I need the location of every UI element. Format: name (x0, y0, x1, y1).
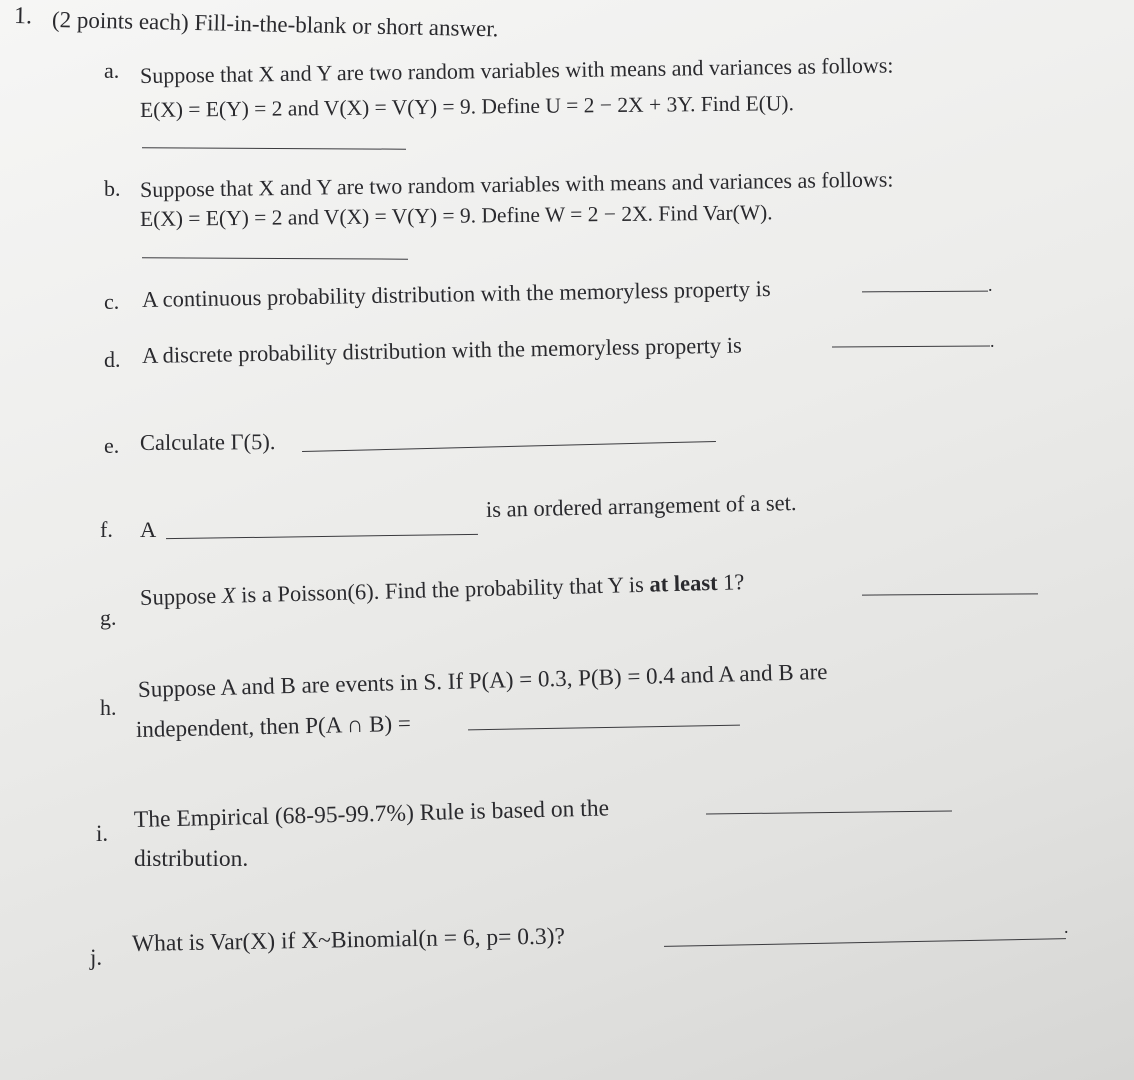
question-f-start: A (140, 517, 157, 542)
question-j-text: What is Var(X) if X~Binomial(n = 6, p= 0.3)? (131, 923, 566, 957)
question-i-line1: The Empirical (68-95-99.7%) Rule is based on the (133, 795, 610, 833)
question-g-text (140, 568, 745, 612)
question-d-text: A discrete probability distribution with the memoryless property is (141, 332, 743, 368)
period-c: . (988, 275, 993, 295)
instructions: (2 points each) Fill-in-the-blank or short answer. (51, 7, 499, 42)
question-h-line2: independent, then P(A ∩ B) = (135, 710, 412, 742)
period-d: . (990, 331, 995, 351)
answer-blank-d[interactable] (832, 345, 990, 347)
label-j: j. (90, 945, 103, 970)
period-j: . (1064, 917, 1069, 937)
label-d: d. (104, 347, 121, 372)
answer-blank-f[interactable] (166, 534, 478, 539)
question-i-line2: distribution. (134, 846, 249, 872)
label-b: b. (104, 176, 121, 201)
label-a: a. (104, 58, 120, 83)
question-number: 1. (13, 3, 33, 30)
answer-blank-a[interactable] (142, 147, 406, 149)
answer-blank-e[interactable] (302, 441, 716, 452)
question-a-line1: Suppose that X and Y are two random variables with means and variances as follows: (139, 52, 894, 88)
question-h-line1: Suppose A and B are events in S. If P(A) = 0.3, P(B) = 0.4 and A and B are (137, 658, 828, 702)
question-e-text: Calculate Γ(5). (139, 429, 276, 455)
question-b-line1: Suppose that X and Y are two random variables with means and variances as follows: (139, 166, 894, 202)
label-f: f. (100, 517, 113, 542)
answer-blank-i[interactable] (706, 810, 952, 814)
answer-blank-g[interactable] (862, 593, 1038, 595)
answer-blank-j[interactable] (664, 938, 1066, 947)
question-g-suffix: 1? (717, 569, 745, 595)
question-a-line2: E(X) = E(Y) = 2 and V(X) = V(Y) = 9. Define U = 2 − 2X + 3Y. Find E(U). (139, 91, 795, 122)
answer-blank-b[interactable] (142, 257, 408, 259)
question-b-line2: E(X) = E(Y) = 2 and V(X) = V(Y) = 9. Define W = 2 − 2X. Find Var(W). (139, 200, 773, 231)
question-f-end: is an ordered arrangement of a set. (485, 489, 797, 522)
label-g: g. (100, 605, 117, 630)
label-h: h. (100, 695, 117, 720)
answer-blank-h[interactable] (468, 725, 740, 731)
question-g-emphasis: at least (649, 569, 718, 597)
label-i: i. (96, 821, 109, 846)
question-g-prefix: Suppose X is a Poisson(6). Find the probability that Y is (139, 571, 650, 610)
question-c-text: A continuous probability distribution with the memoryless property is (141, 276, 771, 312)
label-e: e. (104, 433, 120, 458)
label-c: c. (104, 289, 120, 314)
answer-blank-c[interactable] (862, 291, 988, 293)
